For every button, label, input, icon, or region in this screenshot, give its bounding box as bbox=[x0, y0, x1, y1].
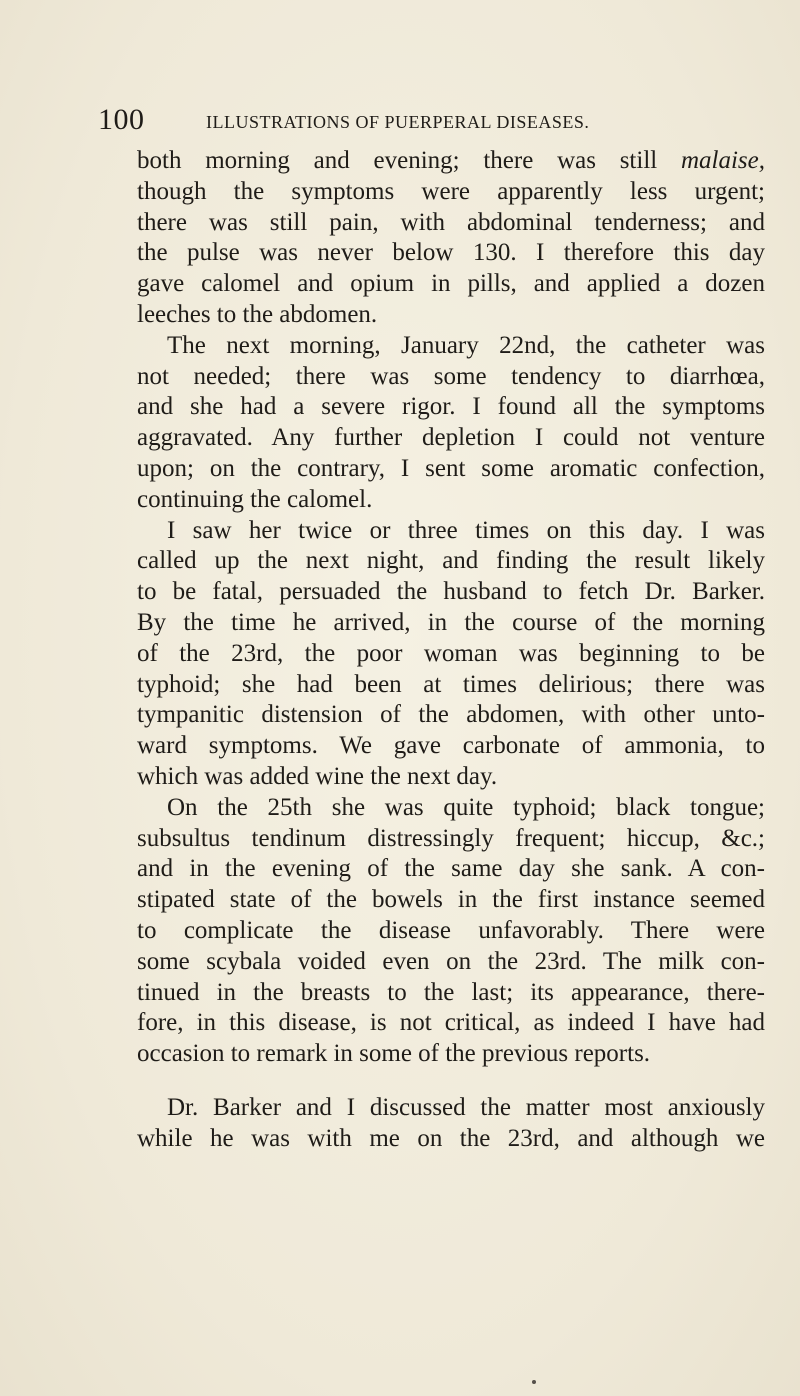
text-line: tinued in the breasts to the last; its appearance, there- bbox=[137, 978, 765, 1006]
text-line: occasion to remark in some of the previous reports. bbox=[137, 1040, 651, 1068]
text-line: of the 23rd, the poor woman was beginning to be bbox=[137, 639, 765, 667]
text-line: called up the next night, and finding the result likely bbox=[137, 547, 765, 575]
text-line: On the 25th she was quite typhoid; black tongue; bbox=[167, 793, 765, 821]
text-line: both morning and evening; there was still malaise, bbox=[137, 147, 765, 174]
text-line: and she had a severe rigor. I found all the symptoms bbox=[137, 393, 765, 421]
text-line: to be fatal, persuaded the husband to fetch Dr. Barker. bbox=[137, 578, 765, 606]
text-line: stipated state of the bowels in the first instance seemed bbox=[137, 886, 765, 914]
italic-term: malaise, bbox=[680, 147, 765, 174]
text-line: not needed; there was some tendency to diarrhœa, bbox=[137, 362, 765, 390]
text-line: while he was with me on the 23rd, and although we bbox=[137, 1124, 765, 1152]
body-text bbox=[137, 146, 765, 1155]
text-line: continuing the calomel. bbox=[137, 485, 373, 513]
text-line: The next morning, January 22nd, the catheter was bbox=[167, 331, 765, 359]
page-number: 100 bbox=[98, 103, 145, 136]
text-line: and in the evening of the same day she sank. A con- bbox=[137, 855, 765, 883]
paragraph-gap bbox=[137, 1070, 765, 1093]
print-speck bbox=[532, 1380, 536, 1384]
text-line: upon; on the contrary, I sent some aromatic confection, bbox=[137, 454, 765, 482]
running-head: ILLUSTRATIONS OF PUERPERAL DISEASES. bbox=[206, 112, 590, 132]
text-line: leeches to the abdomen. bbox=[137, 300, 378, 328]
text-line: some scybala voided even on the 23rd. The milk con- bbox=[137, 947, 765, 975]
text-line: ward symptoms. We gave carbonate of ammonia, to bbox=[137, 732, 765, 760]
text-line: to complicate the disease unfavorably. There were bbox=[137, 916, 765, 944]
text-line: typhoid; she had been at times delirious; there was bbox=[137, 670, 765, 698]
text-line: there was still pain, with abdominal tenderness; and bbox=[137, 208, 765, 236]
text-line: I saw her twice or three times on this day. I was bbox=[167, 516, 765, 544]
text-line: tympanitic distension of the abdomen, with other unto- bbox=[137, 701, 765, 729]
text-line: aggravated. Any further depletion I could not venture bbox=[137, 424, 765, 452]
text-line: though the symptoms were apparently less urgent; bbox=[137, 177, 765, 205]
text-line: gave calomel and opium in pills, and applied a dozen bbox=[137, 270, 765, 298]
page-header bbox=[98, 100, 738, 140]
text-line: which was added wine the next day. bbox=[137, 762, 498, 790]
text-line: Dr. Barker and I discussed the matter most anxiously bbox=[167, 1093, 765, 1121]
text-line: fore, in this disease, is not critical, as indeed I have had bbox=[137, 1009, 765, 1037]
text-line: the pulse was never below 130. I therefore this day bbox=[137, 239, 765, 267]
text-line: subsultus tendinum distressingly frequent; hiccup, &c.; bbox=[137, 824, 765, 852]
text-line: By the time he arrived, in the course of the morning bbox=[137, 608, 765, 636]
